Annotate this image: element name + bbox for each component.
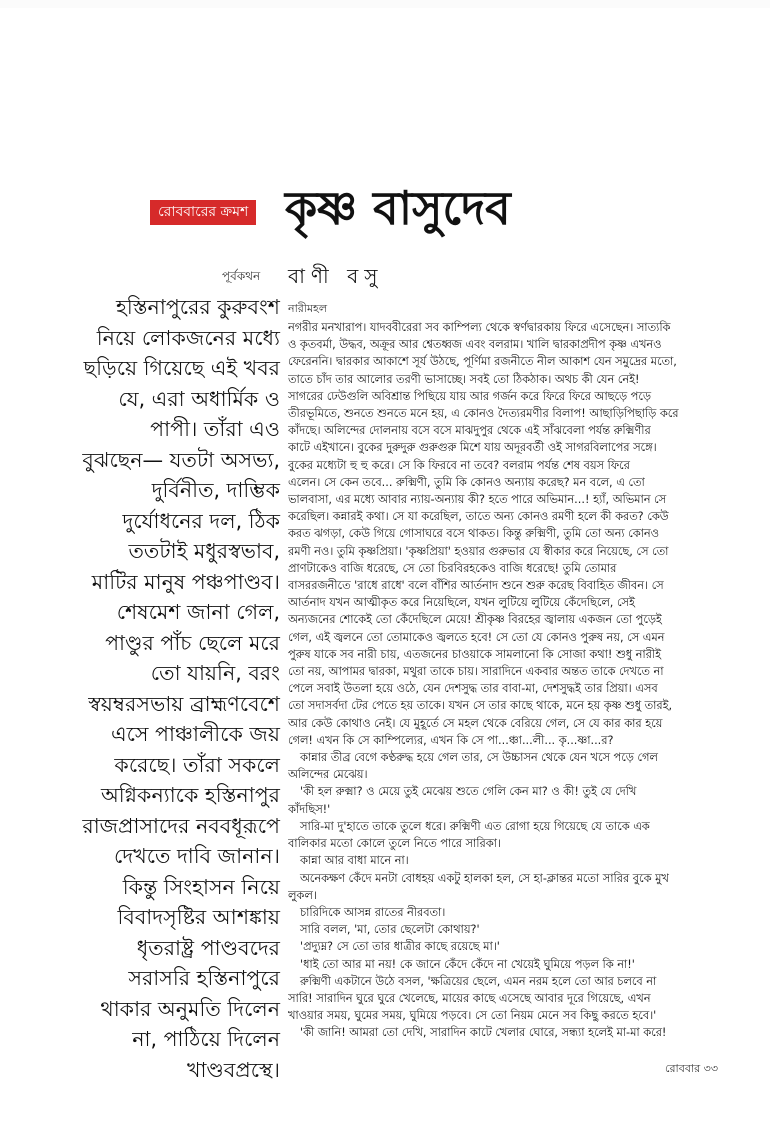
body-line: তো নয়, আপামর দ্বারকা, মথুরা তাকে চায়। সারাদিনে একবার অন্তত তাকে দেখতে না <box>288 665 664 679</box>
body-line: প্রাণটাকেও বাজি ধরেছে, সে তো চিরবিরহকেও বাজি ধরেছে! তুমি তোমার <box>288 561 617 575</box>
body-line: চারিদিকে আসন্ন রাতের নীরবতা। <box>300 905 446 919</box>
body-line: 'কী জানি! আমরা তো দেখি, সারাদিন কাটে খেলার ঘোরে, সন্ধ্যা হলেই মা-মা করে! <box>300 1026 667 1040</box>
recap-line: ধৃতরাষ্ট্র পাণ্ডবদের <box>136 935 280 960</box>
recap-line: মাটির মানুষ পঞ্চপাণ্ডব। <box>91 569 280 594</box>
body-line: করত ঝগড়া, কেউ গিয়ে গোসাঘরে বসে থাকত। কিন্তু রুক্মিণী, তুমি তো অন্য কোনও <box>288 527 659 541</box>
recap-line: তো যায়নি, বরং <box>150 661 280 685</box>
recap-line: অগ্নিকন্যাকে হস্তিনাপুর <box>100 783 280 807</box>
body-line: তীরভূমিতে, শুনতে শুনতে মনে হয়, এ কোনও দৈত্যরমণীর বিলাপ! আছাড়িপিছাড়ি করে <box>288 407 679 421</box>
body-line: 'কী হল রুক্মা? ও মেয়ে তুই মেঝেয় শুতে গেলি কেন মা? ও কী! তুই যে দেখি <box>300 785 637 799</box>
article-body <box>288 319 750 1042</box>
body-line: আর কেউ কোথাও নেই। যে মুহূর্তে সে মহল থেকে বেরিয়ে গেল, সে যে কার কার হয়ে <box>288 716 663 730</box>
recap-line: নিয়ে লোকজনের মধ্যে <box>96 325 280 350</box>
body-line: সাগরের ঢেউগুলি অবিশ্রান্ত পিছিয়ে যায় আর গর্জন করে ফিরে ফিরে আছড়ে পড়ে <box>288 389 651 403</box>
recap-label: পূর্বকথন <box>222 269 261 283</box>
body-line: সারি! সারাদিন ঘুরে ঘুরে খেলেছে, মায়ের কাছে এসেছে আবার দূরে গিয়েছে, এখন <box>288 991 651 1005</box>
body-line: পুরুষ যাকে সব নারী চায়, এতজনের চাওয়াকে সামলানো কি সোজা কথা! শুধু নারীই <box>288 647 661 661</box>
body-line: রমণী নও। তুমি কৃষ্ণপ্রিয়া। 'কৃষ্ণপ্রিয়া' হওয়ার গুরুভার যে স্বীকার করে নিয়েছে, সে তো <box>288 544 669 558</box>
recap-line: থাকার অনুমতি দিলেন <box>100 996 280 1021</box>
body-line: আর্তনাদ যখন আত্মীকৃত করে নিয়েছিলে, যখন লুটিয়ে লুটিয়ে কেঁদেছিলে, সেই <box>288 596 635 610</box>
body-line: খাওয়ার সময়, ঘুমের সময়, ঘুমিয়ে পড়বে। সে তো নিয়ম মেনে সব কিছু করতে হবে।' <box>288 1009 657 1023</box>
body-line: তো সদাসর্বদা টের পেতে হয় তাকে। যখন সে তার কাছে থাকে, মনে হয় কৃষ্ণ শুধু তারই, <box>288 699 673 713</box>
recap-line: বুঝছেন— যতটা অসভ্য, <box>82 447 280 472</box>
body-line: তাতে চাঁদ তার আলোর তরণী ভাসাচ্ছে। সবই তো ঠিকঠাক। অথচ কী যেন নেই! <box>288 372 640 386</box>
page-number: রোববার ৩৩ <box>665 1062 718 1075</box>
recap-line: দুর্যোধনের দল, ঠিক <box>122 508 280 533</box>
recap-line: ছড়িয়ে গিয়েছে এই খবর <box>83 356 280 380</box>
author-name: বাণী বসু <box>288 264 384 288</box>
body-line: সারি বলল, 'মা, তোর ছেলেটা কোথায়?' <box>300 923 480 937</box>
page-title: কৃষ্ণ বাসুদেব <box>285 181 511 235</box>
body-line: ও কৃতবর্মা, উদ্ধব, অক্রূর আর শ্বেতধ্বজ এবং বলরাম। খালি দ্বারকাপ্রদীপ কৃষ্ণ এখনও <box>288 338 662 352</box>
body-line: কাঁদছিস!' <box>288 802 331 816</box>
body-line: গেল, এই জ্বলনে তো তোমাকেও জ্বলতে হবে! সে তো যে কোনও পুরুষ নয়, সে এমন <box>288 630 665 644</box>
top-band <box>0 0 770 8</box>
body-line: কাঁদছে। অলিন্দের দোলনায় বসে বসে মাঝদুপুর থেকে এই সাঁঝবেলা পর্যন্ত রুক্মিণীর <box>288 424 651 438</box>
recap-line: পাপী। তাঁরা এও <box>150 417 280 441</box>
recap-line: পাণ্ডুর পাঁচ ছেলে মরে <box>105 630 280 655</box>
recap-line: করেছে। তাঁরা সকলে <box>114 752 280 777</box>
recap-line: স্বয়ম্বরসভায় ব্রাহ্মণবেশে <box>88 691 280 716</box>
body-line: নগরীর মনখারাপ। যাদববীরেরা সব কাম্পিল্য থেকে স্বর্ণদ্বারকায় ফিরে এসেছেন। সাত্যকি <box>288 321 671 334</box>
series-badge: রোববারের ক্রমশ <box>150 200 256 225</box>
recap-line: হস্তিনাপুরের কুরুবংশ <box>116 295 280 319</box>
recap-line: কিন্তু সিংহাসন নিয়ে <box>122 874 280 899</box>
recap-line: খাণ্ডবপ্রস্থে। <box>186 1057 280 1082</box>
body-line: ফেরেননি। দ্বারকার আকাশে সূর্য উঠছে, পূর্ণিমা রজনীতে নীল আকাশ যেন সমুদ্রের মতো, <box>288 355 677 369</box>
body-line: কান্নার তীব্র বেগে কণ্ঠরুদ্ধ হয়ে গেল তার, সে উচ্চাসন থেকে যেন খসে পড়ে গেল <box>300 751 658 765</box>
body-line: করেছিল। কন্নারই কথা। সে যা করেছিল, তাতে অন্য কোনও রমণী হলে কী করত? কেউ <box>288 510 669 524</box>
section-label: নারীমহল <box>288 302 328 315</box>
body-line: কান্না আর বাধা মানে না। <box>300 854 409 868</box>
body-line: বালিকার মতো কোলে তুলে নিতে পারে সারিকা। <box>288 837 501 851</box>
body-line: অলিন্দের মেঝেয়। <box>288 768 368 782</box>
recap-line: ততটাই মধুরস্বভাব, <box>128 539 280 563</box>
body-line: বাসররজনীতে 'রাধে রাধে' বলে বাঁশির আর্তনাদ শুনে শুরু করেছ বিবাহিত জীবন। সে <box>288 579 664 593</box>
recap-line: যে, এরা অধার্মিক ও <box>118 386 280 411</box>
recap-line: শেষমেশ জানা গেল, <box>116 600 280 624</box>
body-line: বুকের মধ্যেটা হু হু করে। সে কি ফিরবে না তবে? বলরাম পর্যন্ত শেষ বয়স ফিরে <box>288 458 630 472</box>
body-line: কাটে এইখানে। বুকের দুরুদুরু গুরুগুরু মিশে যায় অদূরবর্তী ওই সাগরবিলাপের সঙ্গে। <box>288 441 657 455</box>
body-line: সারি-মা দু'হাতে তাকে তুলে ধরে। রুক্মিণী এত রোগা হয়ে গিয়েছে যে তাকে এক <box>300 819 650 833</box>
body-line: গেল! এখন কি সে কাম্পিল্যের, এখন কি সে পা...ঞ্চা...লী... কৃ...ষ্ণা...র? <box>288 733 614 747</box>
recap-line: না, পাঠিয়ে দিলেন <box>132 1027 280 1051</box>
recap-line: দুর্বিনীত, দাম্ভিক <box>151 478 280 502</box>
body-line: ভালবাসা, এর মধ্যে আবার ন্যায়-অন্যায় কী? হতে পারে অভিমান...! হ্যাঁ, অভিমান সে <box>288 493 667 507</box>
body-line: রুক্মিণী একটানে উঠে বসল, 'ক্ষত্রিয়ের ছেলে, এমন নরম হলে তো আর চলবে না <box>300 974 657 988</box>
recap-line: সরাসরি হস্তিনাপুরে <box>128 966 280 990</box>
recap-line: এসে পাঞ্চালীকে জয় <box>110 722 280 746</box>
body-line: পেলে সবাই উতলা হয়ে ওঠে, যেন দেশসুদ্ধ তার বাবা-মা, দেশসুদ্ধই তার প্রিয়া। এসব <box>288 682 658 696</box>
body-line: অন্যজনের শোকেই তো কেঁদেছিলে মেয়ে! শ্রীকৃষ্ণ বিরহের জ্বালায় একজন তো পুড়েই <box>288 613 662 627</box>
recap-column <box>12 292 280 1085</box>
body-line: লুকল। <box>288 888 317 902</box>
recap-line: বিবাদসৃষ্টির আশঙ্কায় <box>117 905 280 929</box>
recap-line: দেখতে দাবি জানান। <box>114 844 280 868</box>
body-line: 'ধাই তো আর মা নয়! কে জানে কেঁদে কেঁদে না খেয়েই ঘুমিয়ে পড়ল কি না!' <box>300 957 635 971</box>
body-line: 'প্রদ্যুম্ন? সে তো তার ধাত্রীর কাছে রয়েছে মা।' <box>300 940 500 954</box>
body-line: অনেকক্ষণ কেঁদে মনটা বোধহয় একটু হালকা হল, সে হা-ক্লান্তর মতো সারির বুকে মুখ <box>300 871 669 885</box>
recap-line: রাজপ্রাসাদের নববধূরূপে <box>82 813 280 838</box>
body-line: এলেন। সে কেন তবে... রুক্মিণী, তুমি কি কোনও অন্যায় করেছ? মন বলে, এ তো <box>288 475 645 489</box>
